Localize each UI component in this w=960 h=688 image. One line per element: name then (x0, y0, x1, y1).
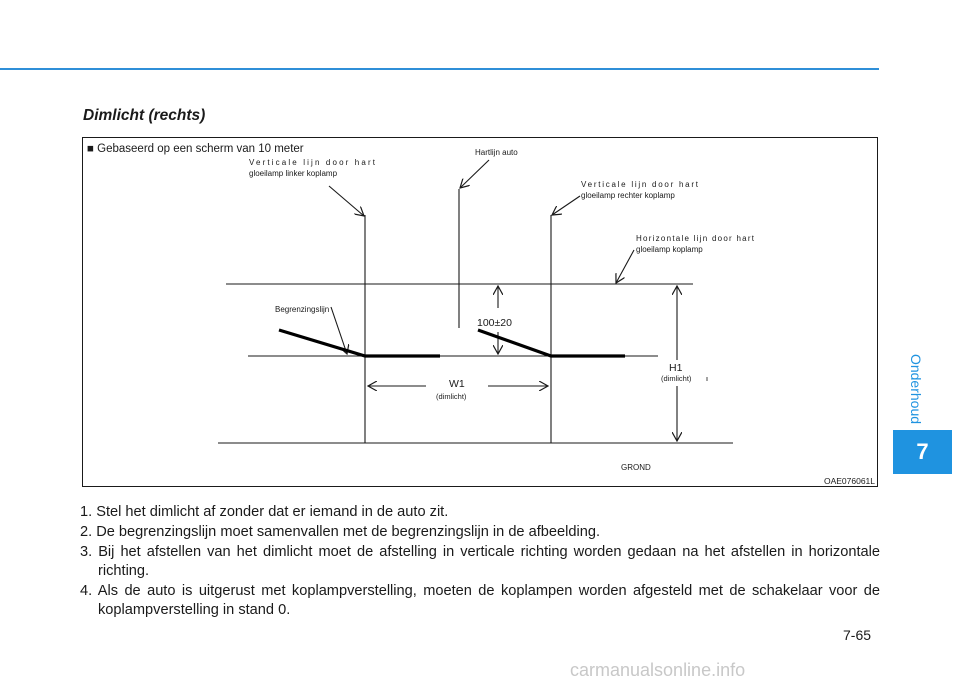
section-title: Dimlicht (rechts) (83, 107, 206, 124)
label-left-vertical-2: gloeilamp linker koplamp (249, 169, 338, 178)
instruction-item: 1. Stel het dimlicht af zonder dat er iemand in de auto zit. (80, 504, 449, 520)
figure-caption: ■ Gebaseerd op een scherm van 10 meter (87, 143, 304, 155)
label-horizontal-2: gloeilamp koplamp (636, 245, 703, 254)
leader-center-line (460, 160, 489, 188)
label-offset: 100±20 (477, 317, 512, 329)
label-right-vertical-2: gloeilamp rechter koplamp (581, 191, 675, 200)
label-h1-sub: (dimlicht) (661, 374, 692, 383)
label-horizontal-1: Horizontale lijn door hart (636, 234, 754, 243)
label-center-line: Hartlijn auto (475, 148, 518, 157)
left-beam-cutoff (279, 330, 440, 356)
leader-left-vertical (329, 186, 364, 216)
instruction-item: 3. Bij het afstellen van het dimlicht moet de afstelling in verticale richting worden gedaan na het afstellen in horizontale richting. (80, 544, 880, 579)
label-right-vertical-1: Verticale lijn door hart (581, 180, 698, 189)
page-number: 7-65 (843, 627, 872, 643)
chapter-label (906, 355, 926, 423)
instruction-item: 4. Als de auto is uitgerust met koplampverstelling, moeten de koplampen worden afgesteld met de schakelaar voor de koplampverstelling in stand 0. (80, 583, 880, 618)
label-left-vertical-1: Verticale lijn door hart (249, 158, 375, 167)
instruction-list (80, 503, 880, 621)
chapter-tab: 7 (893, 430, 952, 474)
label-ground: GROND (621, 463, 651, 472)
label-h1: H1 (669, 362, 683, 374)
instruction-item: 2. De begrenzingslijn moet samenvallen met de begrenzingslijn in de afbeelding. (80, 524, 601, 540)
leader-horizontal (616, 250, 634, 283)
watermark: carmanualsonline.info (570, 660, 746, 680)
label-cutoff-line: Begrenzingslijn (275, 305, 330, 314)
label-w1-sub: (dimlicht) (436, 392, 467, 401)
leader-right-vertical (552, 196, 580, 215)
chapter-label-text: Onderhoud (908, 353, 924, 425)
headlamp-aiming-figure (82, 137, 878, 487)
header-rule (0, 68, 879, 70)
label-w1: W1 (449, 378, 465, 390)
aiming-diagram (83, 138, 879, 488)
figure-id: OAE076061L (823, 476, 875, 486)
